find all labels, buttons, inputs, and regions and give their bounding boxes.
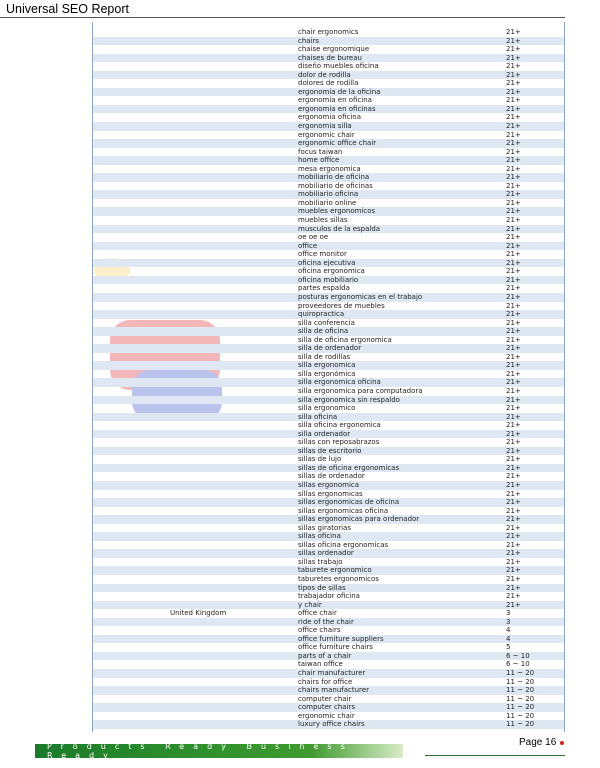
rank-cell: 21+ — [506, 429, 521, 438]
keyword-cell: mobiliario de oficina — [298, 173, 370, 182]
table-row — [93, 558, 564, 567]
rank-cell: 21+ — [506, 241, 521, 250]
keyword-cell: sillas ordenador — [298, 549, 354, 558]
rank-cell: 21+ — [506, 216, 521, 225]
rank-cell: 21+ — [506, 301, 521, 310]
table-row — [93, 62, 564, 71]
rank-cell: 21+ — [506, 250, 521, 259]
table-row — [93, 267, 564, 276]
keyword-cell: silla oficina — [298, 412, 338, 421]
table-row — [93, 532, 564, 541]
table-row — [93, 79, 564, 88]
rank-cell: 11 ~ 20 — [506, 703, 535, 712]
rank-cell: 21+ — [506, 480, 521, 489]
keyword-cell: silla de rodillas — [298, 352, 351, 361]
table-row — [93, 327, 564, 336]
keyword-cell: sillas ergonomicas de oficina — [298, 498, 400, 507]
keyword-cell: office furniture suppliers — [298, 634, 384, 643]
rank-cell: 21+ — [506, 498, 521, 507]
rank-cell: 21+ — [506, 130, 521, 139]
rank-cell: 21+ — [506, 79, 521, 88]
table-row — [93, 421, 564, 430]
rank-cell: 21+ — [506, 28, 521, 36]
rank-cell: 21+ — [506, 70, 521, 79]
table-row — [93, 618, 564, 627]
keyword-cell: silla ergonomico — [298, 404, 356, 413]
table-row — [93, 156, 564, 165]
rank-cell: 11 ~ 20 — [506, 694, 535, 703]
rank-cell: 21+ — [506, 446, 521, 455]
rank-cell: 21+ — [506, 207, 521, 216]
keyword-cell: ergonomic office chair — [298, 139, 377, 148]
footer-tagline: Products Ready Business Ready — [47, 742, 354, 760]
rank-cell: 21+ — [506, 233, 521, 242]
table-row — [93, 336, 564, 345]
rank-cell: 21+ — [506, 327, 521, 336]
header-divider — [0, 17, 565, 18]
rank-cell: 21+ — [506, 224, 521, 233]
table-row — [93, 601, 564, 610]
keyword-cell: taiwan office — [298, 660, 343, 669]
table-row — [93, 387, 564, 396]
table-row — [93, 250, 564, 259]
keyword-cell: silla conferencia — [298, 318, 355, 327]
table-row — [93, 430, 564, 439]
table-row — [93, 404, 564, 413]
page-number: Page 16 — [519, 737, 557, 748]
table-row — [93, 319, 564, 328]
table-row — [93, 703, 564, 712]
keyword-cell: sillas oficina ergonomicas — [298, 540, 389, 549]
rank-cell: 21+ — [506, 36, 521, 45]
keyword-cell: sillas ergonomicas — [298, 489, 363, 498]
table-row — [93, 88, 564, 97]
table-row — [93, 190, 564, 199]
rank-cell: 11 ~ 20 — [506, 711, 535, 720]
keyword-cell: mobiliario de oficinas — [298, 181, 373, 190]
table-row — [93, 182, 564, 191]
keyword-cell: ride of the chair — [298, 617, 354, 626]
keyword-cell: ergonomia de la oficina — [298, 87, 381, 96]
table-row — [93, 259, 564, 268]
table-row — [93, 592, 564, 601]
table-row — [93, 455, 564, 464]
rank-cell: 21+ — [506, 489, 521, 498]
rank-cell: 21+ — [506, 318, 521, 327]
rank-cell: 21+ — [506, 45, 521, 54]
keyword-cell: sillas de escritorio — [298, 446, 362, 455]
report-title: Universal SEO Report — [6, 2, 129, 16]
table-row — [93, 464, 564, 473]
rank-cell: 21+ — [506, 344, 521, 353]
rank-cell: 6 ~ 10 — [506, 651, 530, 660]
rank-cell: 21+ — [506, 395, 521, 404]
rank-cell: 21+ — [506, 472, 521, 481]
rank-cell: 21+ — [506, 335, 521, 344]
keyword-cell: muebles sillas — [298, 216, 348, 225]
rank-cell: 21+ — [506, 566, 521, 575]
rank-cell: 11 ~ 20 — [506, 669, 535, 678]
table-row — [93, 276, 564, 285]
table-row — [93, 293, 564, 302]
table-row — [93, 233, 564, 242]
rank-cell: 21+ — [506, 404, 521, 413]
rank-cell: 11 ~ 20 — [506, 720, 535, 729]
keyword-cell: sillas ergonomicas para ordenador — [298, 515, 420, 524]
table-row — [93, 37, 564, 46]
keyword-cell: chairs — [298, 36, 320, 45]
keyword-cell: posturas ergonomicas en el trabajo — [298, 292, 423, 301]
keyword-cell: silla oficina ergonomica — [298, 421, 381, 430]
table-row — [93, 472, 564, 481]
keyword-cell: mesa ergonomica — [298, 164, 361, 173]
keyword-cell: chairs manufacturer — [298, 686, 369, 695]
rank-cell: 11 ~ 20 — [506, 677, 535, 686]
rank-cell: 21+ — [506, 421, 521, 430]
rank-cell: 21+ — [506, 275, 521, 284]
keyword-cell: office monitor — [298, 250, 347, 259]
table-row — [93, 207, 564, 216]
rank-cell: 21+ — [506, 258, 521, 267]
keyword-cell: mobiliario oficina — [298, 190, 359, 199]
table-row — [93, 438, 564, 447]
table-row — [93, 498, 564, 507]
rank-cell: 21+ — [506, 557, 521, 566]
keyword-cell: silla ergonomica sin respaldo — [298, 395, 400, 404]
keyword-cell: parts of a chair — [298, 651, 352, 660]
keyword-cell: sillas de ordenador — [298, 472, 365, 481]
keyword-cell: office furniture chairs — [298, 643, 373, 652]
rank-cell: 21+ — [506, 104, 521, 113]
country-cell: United Kingdom — [170, 609, 227, 618]
keyword-cell: tipos de sillas — [298, 583, 346, 592]
table-row — [93, 549, 564, 558]
keyword-ranking-table — [93, 28, 564, 729]
keyword-cell: ergonomic chair — [298, 130, 355, 139]
table-row — [93, 113, 564, 122]
table-row — [93, 225, 564, 234]
table-row — [93, 302, 564, 311]
rank-cell: 3 — [506, 617, 511, 626]
keyword-cell: oficina ejecutiva — [298, 258, 356, 267]
keyword-cell: silla ergonomica oficina — [298, 378, 381, 387]
rank-cell: 21+ — [506, 267, 521, 276]
keyword-cell: office chair — [298, 609, 337, 618]
keyword-cell: ergonomia silla — [298, 122, 352, 131]
keyword-cell: focus taiwan — [298, 147, 343, 156]
rank-cell: 4 — [506, 634, 511, 643]
rank-cell: 21+ — [506, 455, 521, 464]
keyword-cell: oe oe oe — [298, 233, 329, 242]
rank-cell: 5 — [506, 643, 511, 652]
table-row — [93, 413, 564, 422]
keyword-cell: silla de oficina — [298, 327, 349, 336]
rank-cell: 21+ — [506, 139, 521, 148]
rank-cell: 21+ — [506, 386, 521, 395]
keyword-cell: ergonomia oficina — [298, 113, 361, 122]
rank-cell: 21+ — [506, 523, 521, 532]
keyword-cell: chair ergonomics — [298, 28, 359, 36]
rank-cell: 21+ — [506, 190, 521, 199]
keyword-cell: diseño muebles oficina — [298, 62, 379, 71]
table-row — [93, 635, 564, 644]
footer-divider — [425, 755, 565, 756]
keyword-cell: sillas trabajo — [298, 557, 343, 566]
rank-cell: 21+ — [506, 352, 521, 361]
table-row — [93, 515, 564, 524]
table-row — [93, 131, 564, 140]
table-row — [93, 396, 564, 405]
rank-cell: 21+ — [506, 147, 521, 156]
rank-cell: 21+ — [506, 292, 521, 301]
rank-cell: 21+ — [506, 156, 521, 165]
keyword-cell: ergonomic chair — [298, 711, 355, 720]
table-row — [93, 242, 564, 251]
table-row — [93, 353, 564, 362]
rank-cell: 21+ — [506, 463, 521, 472]
table-row — [93, 28, 564, 37]
keyword-cell: oficina ergonomica — [298, 267, 365, 276]
rank-cell: 21+ — [506, 62, 521, 71]
table-row — [93, 370, 564, 379]
rank-cell: 4 — [506, 626, 511, 635]
rank-cell: 21+ — [506, 87, 521, 96]
keyword-cell: silla de ordenador — [298, 344, 362, 353]
keyword-cell: sillas oficina — [298, 532, 341, 541]
table-row — [93, 199, 564, 208]
rank-cell: 21+ — [506, 181, 521, 190]
keyword-cell: chair manufacturer — [298, 669, 366, 678]
keyword-cell: home office — [298, 156, 340, 165]
keyword-cell: sillas de oficina ergonomicas — [298, 463, 400, 472]
table-row — [93, 584, 564, 593]
rank-cell: 21+ — [506, 53, 521, 62]
keyword-cell: dolor de rodilla — [298, 70, 351, 79]
table-row — [93, 541, 564, 550]
keyword-cell: trabajador oficina — [298, 592, 360, 601]
table-row — [93, 54, 564, 63]
keyword-cell: chaises de bureau — [298, 53, 362, 62]
table-row — [93, 695, 564, 704]
table-row — [93, 669, 564, 678]
keyword-cell: sillas ergonomica — [298, 480, 360, 489]
table-row — [93, 524, 564, 533]
rank-cell: 21+ — [506, 284, 521, 293]
keyword-cell: silla ergonomica para computadora — [298, 386, 423, 395]
keyword-cell: muebles ergonomicos — [298, 207, 376, 216]
table-row — [93, 575, 564, 584]
keyword-cell: sillas ergonomicas oficina — [298, 506, 389, 515]
keyword-cell: proveedores de muebles — [298, 301, 385, 310]
rank-cell: 21+ — [506, 540, 521, 549]
rank-cell: 21+ — [506, 600, 521, 609]
rank-cell: 21+ — [506, 549, 521, 558]
keyword-cell: computer chairs — [298, 703, 356, 712]
table-row — [93, 71, 564, 80]
rank-cell: 21+ — [506, 412, 521, 421]
table-row — [93, 507, 564, 516]
keyword-cell: silla de oficina ergonomica — [298, 335, 392, 344]
table-row — [93, 481, 564, 490]
keyword-cell: taburetes ergonomicos — [298, 575, 379, 583]
table-row — [93, 626, 564, 635]
table-row — [93, 122, 564, 131]
keyword-cell: sillas giratorias — [298, 523, 351, 532]
table-row — [93, 712, 564, 721]
table-row — [93, 344, 564, 353]
rank-cell: 21+ — [506, 575, 521, 583]
table-row — [93, 566, 564, 575]
rank-cell: 21+ — [506, 378, 521, 387]
table-row — [93, 652, 564, 661]
keyword-cell: taburete ergonomico — [298, 566, 372, 575]
rank-cell: 21+ — [506, 310, 521, 319]
keyword-cell: dolores de rodilla — [298, 79, 359, 88]
rank-cell: 21+ — [506, 506, 521, 515]
rank-cell: 11 ~ 20 — [506, 686, 535, 695]
keyword-cell: silla ergonomica — [298, 361, 356, 370]
table-row — [93, 139, 564, 148]
rank-cell: 21+ — [506, 369, 521, 378]
table-row — [93, 173, 564, 182]
rank-cell: 21+ — [506, 122, 521, 131]
bullet-icon — [560, 741, 564, 745]
keyword-cell: musculos de la espalda — [298, 224, 381, 233]
keyword-cell: mobiliario online — [298, 198, 357, 207]
keyword-cell: ergonomia en oficinas — [298, 104, 376, 113]
rank-cell: 6 ~ 10 — [506, 660, 530, 669]
keyword-cell: office chairs — [298, 626, 341, 635]
rank-cell: 21+ — [506, 532, 521, 541]
rank-cell: 21+ — [506, 173, 521, 182]
footer-banner — [35, 744, 403, 758]
table-row — [93, 148, 564, 157]
table-row — [93, 643, 564, 652]
keyword-cell: ergonomia en oficina — [298, 96, 372, 105]
table-row — [93, 686, 564, 695]
table-row — [93, 660, 564, 669]
table-row — [93, 447, 564, 456]
keyword-cell: partes espalda — [298, 284, 350, 293]
rank-cell: 21+ — [506, 113, 521, 122]
rank-cell: 21+ — [506, 96, 521, 105]
table-row — [93, 678, 564, 687]
table-row — [93, 609, 564, 618]
table-row — [93, 165, 564, 174]
keyword-cell: chaise ergonomique — [298, 45, 370, 54]
keyword-cell: silla ergonómica — [298, 369, 356, 378]
rank-cell: 21+ — [506, 515, 521, 524]
table-row — [93, 284, 564, 293]
rank-cell: 21+ — [506, 438, 521, 447]
keyword-cell: oficina mobiliario — [298, 275, 359, 284]
keyword-cell: silla ordenador — [298, 429, 351, 438]
keyword-cell: sillas de lujo — [298, 455, 342, 464]
keyword-cell: y chair — [298, 600, 322, 609]
keyword-cell: sillas con reposabrazos — [298, 438, 380, 447]
rank-cell: 21+ — [506, 361, 521, 370]
table-row — [93, 96, 564, 105]
rank-cell: 21+ — [506, 164, 521, 173]
rank-cell: 21+ — [506, 583, 521, 592]
table-row — [93, 216, 564, 225]
table-row — [93, 720, 564, 729]
rank-cell: 3 — [506, 609, 511, 618]
keyword-cell: quiropractica — [298, 310, 345, 319]
table-row — [93, 310, 564, 319]
table-row — [93, 361, 564, 370]
table-row — [93, 490, 564, 499]
rank-cell: 21+ — [506, 592, 521, 601]
keyword-cell: computer chair — [298, 694, 352, 703]
rank-cell: 21+ — [506, 198, 521, 207]
table-row — [93, 45, 564, 54]
keyword-cell: chairs for office — [298, 677, 353, 686]
keyword-cell: luxury office chairs — [298, 720, 365, 729]
table-row — [93, 378, 564, 387]
keyword-cell: office — [298, 241, 318, 250]
table-row — [93, 105, 564, 114]
